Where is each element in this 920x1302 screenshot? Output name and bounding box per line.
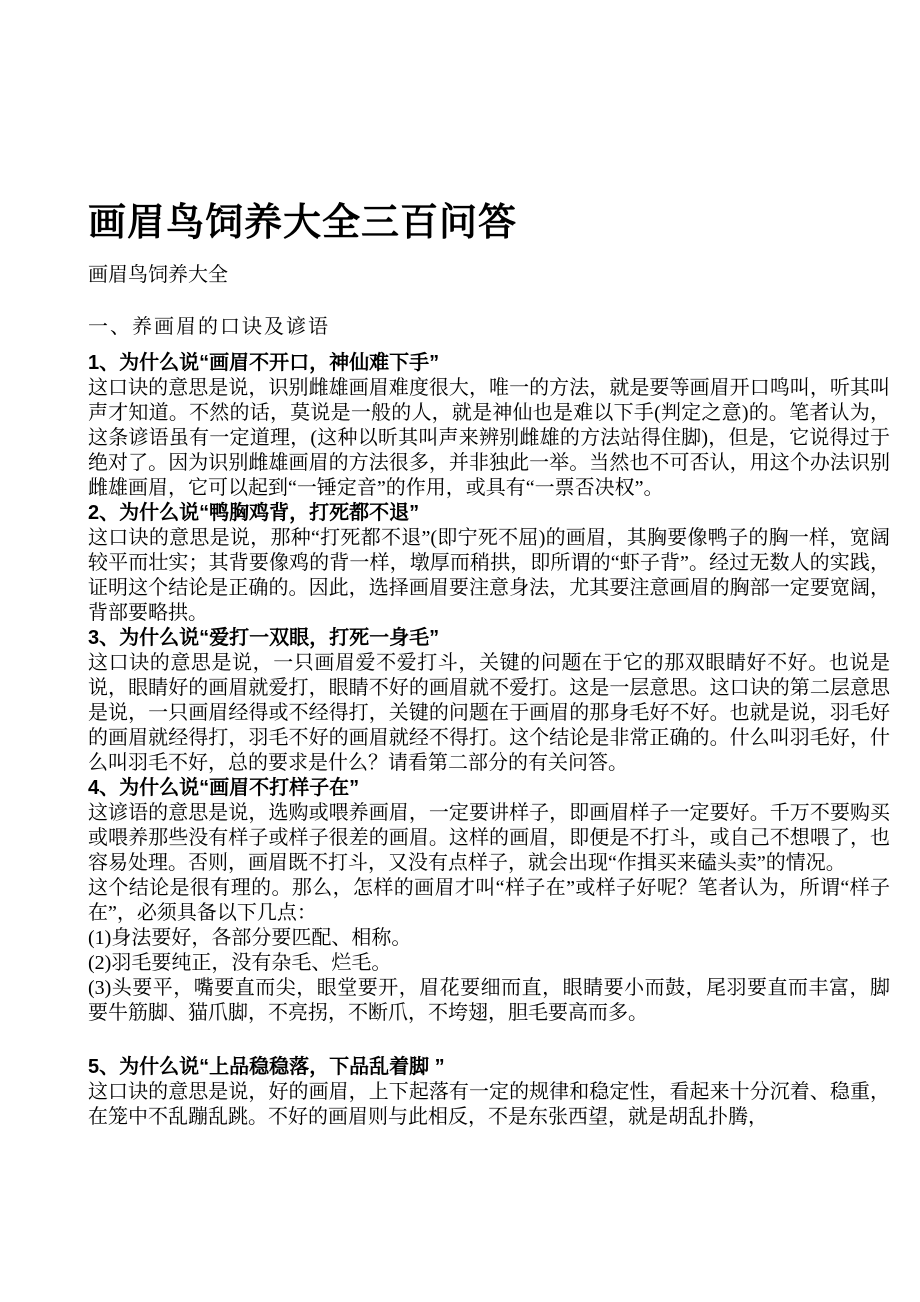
qa-items-list [88, 351, 890, 1130]
qa-item [88, 501, 890, 626]
qa-item-heading: 5、为什么说“上品稳稳落，下品乱着脚 ” [88, 1056, 445, 1078]
qa-item-paragraph: 这口诀的意思是说，那种“打死都不退”(即宁死不屈)的画眉，其胸要像鸭子的胸一样，宽阔较平而壮实；其背要像鸡的背一样，墩厚而稍拱，即所谓的“虾子背”。经过无数人的实践，证明这个结论是正确的。因此，选择画眉要注意身法，尤其要注意画眉的胸部一定要宽阔，背部要略拱。 [88, 527, 890, 624]
section-heading: 一、养画眉的口诀及谚语 [88, 316, 330, 338]
qa-item-paragraph: (2)羽毛要纯正，没有杂毛、烂毛。 [88, 952, 392, 974]
qa-item [88, 1055, 890, 1130]
qa-item-paragraph: (1)身法要好，各部分要匹配、相称。 [88, 927, 412, 949]
qa-item-paragraph: (3)头要平，嘴要直而尖，眼堂要开，眉花要细而直，眼睛要小而鼓，尾羽要直而丰富，脚要牛筋脚、猫爪脚，不亮拐，不断爪，不垮翅，胆毛要高而多。 [88, 977, 890, 1024]
qa-item-paragraph: 这口诀的意思是说，好的画眉，上下起落有一定的规律和稳定性，看起来十分沉着、稳重，在笼中不乱蹦乱跳。不好的画眉则与此相反，不是东张西望，就是胡乱扑腾， [88, 1081, 890, 1128]
qa-item-heading: 3、为什么说“爱打一双眼，打死一身毛” [88, 627, 440, 649]
qa-item-heading: 4、为什么说“画眉不打样子在” [88, 777, 360, 799]
page-title: 画眉鸟饲养大全三百问答 [88, 202, 518, 244]
qa-item [88, 626, 890, 776]
qa-item-paragraph: 这口诀的意思是说，识别雌雄画眉难度很大，唯一的方法，就是要等画眉开口鸣叫，听其叫声才知道。不然的话，莫说是一般的人，就是神仙也是难以下手(判定之意)的。笔者认为，这条谚语虽有一定道理，(这种以昕其叫声来辨别雌雄的方法站得住脚)，但是，它说得过于绝对了。因为识别雌雄画眉的方法很多，并非独此一举。当然也不可否认，用这个办法识别雌雄画眉，它可以起到“一锤定音”的作用，或具有“一票否决权”。 [88, 377, 890, 499]
qa-item [88, 776, 890, 1026]
qa-item-paragraph: 这口诀的意思是说，一只画眉爱不爱打斗，关键的问题在于它的那双眼睛好不好。也说是说，眼睛好的画眉就爱打，眼睛不好的画眉就不爱打。这是一层意思。这口诀的第二层意思是说，一只画眉经得或不经得打，关键的问题在于画眉的那身毛好不好。也就是说，羽毛好的画眉就经得打，羽毛不好的画眉就经不得打。这个结论是非常正确的。什么叫羽毛好，什么叫羽毛不好，总的要求是什么？请看第二部分的有关问答。 [88, 652, 890, 774]
document-subtitle: 画眉鸟饲养大全 [88, 264, 228, 286]
qa-item [88, 351, 890, 501]
qa-item-paragraph: 这谚语的意思是说，选购或喂养画眉，一定要讲样子，即画眉样子一定要好。千万不要购买或喂养那些没有样子或样子很差的画眉。这样的画眉，即便是不打斗，或自己不想喂了，也容易处理。否则，画眉既不打斗，又没有点样子，就会出现“作揖买来磕头卖”的情况。 [88, 802, 890, 874]
qa-item-heading: 1、为什么说“画眉不开口，神仙难下手” [88, 352, 440, 374]
qa-item-paragraph: 这个结论是很有理的。那么，怎样的画眉才叫“样子在”或样子好呢？笔者认为，所谓“样子在”，必须具备以下几点： [88, 877, 890, 924]
qa-item-heading: 2、为什么说“鸭胸鸡背，打死都不退” [88, 502, 420, 524]
